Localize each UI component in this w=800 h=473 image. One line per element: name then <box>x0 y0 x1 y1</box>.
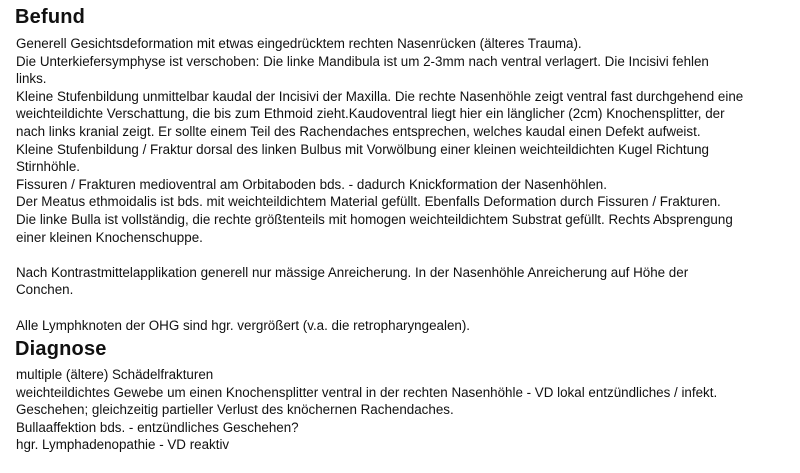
befund-line: Conchen. <box>16 282 74 298</box>
befund-line: weichteildichte Verschattung, die bis zum Ethmoid zieht.Kaudoventral liegt hier ein länglicher (2cm) Knochensplitter, der <box>16 106 725 122</box>
befund-line: Stirnhöhle. <box>16 159 81 175</box>
diagnose-line: Geschehen; gleichzeitig partieller Verlust des knöchernen Rachendaches. <box>16 402 454 418</box>
befund-line: Generell Gesichtsdeformation mit etwas eingedrücktem rechten Nasenrücken (älteres Trauma). <box>16 36 582 51</box>
diagnose-line: Bullaaffektion bds. - entzündliches Geschehen? <box>16 419 299 435</box>
befund-line: Die linke Bulla ist vollständig, die rechte größtenteils mit homogen weichteildichtem Substrat gefüllt. Rechts Absprengung <box>16 211 733 227</box>
befund-line: Kleine Stufenbildung unmittelbar kaudal der Incisivi der Maxilla. Die rechte Nasenhöhle zeigt ventral fast durchgehend eine <box>16 88 744 104</box>
diagnose-text <box>16 366 795 454</box>
diagnose-line: multiple (ältere) Schädelfrakturen <box>16 367 214 383</box>
befund-line: links. <box>16 71 47 87</box>
befund-line: Die Unterkiefersymphyse ist verschoben: Die linke Mandibula ist um 2-3mm nach ventral verlagert. Die Incisivi fehlen <box>16 53 709 69</box>
report-document <box>15 4 795 454</box>
diagnose-line: weichteildichtes Gewebe um einen Knochensplitter ventral in der rechten Nasenhöhle - VD lokal entzündliches / infekt. <box>16 384 718 400</box>
befund-text <box>16 35 795 334</box>
befund-line: Fissuren / Frakturen medioventral am Orbitaboden bds. - dadurch Knickformation der Nasenhöhlen. <box>16 176 607 192</box>
befund-line: Der Meatus ethmoidalis ist bds. mit weichteildichtem Material gefüllt. Ebenfalls Deformation durch Fissuren / Frakturen. <box>16 194 721 210</box>
befund-line: Alle Lymphknoten der OHG sind hgr. vergrößert (v.a. die retropharyngealen). <box>16 317 471 333</box>
befund-line: einer kleinen Knochenschuppe. <box>16 229 203 245</box>
befund-line: Nach Kontrastmittelapplikation generell nur mässige Anreicherung. In der Nasenhöhle Anreicherung auf Höhe der <box>16 264 689 280</box>
befund-line: Kleine Stufenbildung / Fraktur dorsal des linken Bulbus mit Vorwölbung einer kleinen weichteildichten Kugel Richtung <box>16 141 709 157</box>
befund-heading: Befund <box>15 6 86 28</box>
diagnose-heading: Diagnose <box>15 338 107 361</box>
befund-line: nach links kranial zeigt. Er sollte einem Teil des Rachendaches entsprechen, welches kaudal einen Defekt aufweist. <box>16 123 701 139</box>
paragraph-gap <box>16 299 795 317</box>
paragraph-gap <box>16 246 795 264</box>
diagnose-line: hgr. Lymphadenopathie - VD reaktiv <box>16 437 230 453</box>
